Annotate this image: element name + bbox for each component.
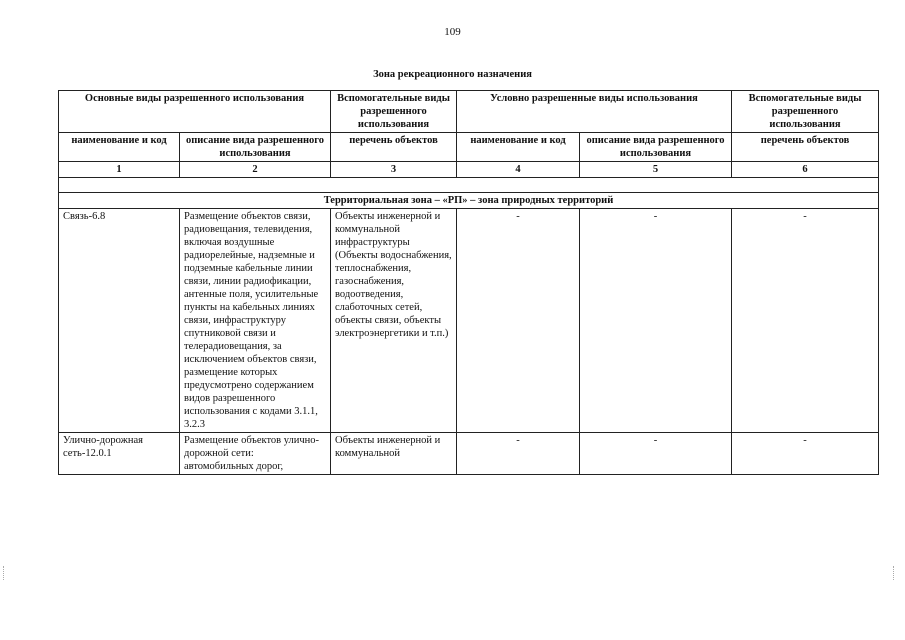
header-col-6: перечень объектов [732, 133, 879, 162]
scan-margin-mark [893, 566, 895, 580]
column-number: 4 [457, 162, 580, 178]
conditional-object-list: - [732, 433, 879, 475]
header-col-4: наименование и код [457, 133, 580, 162]
header-col-2: описание вида разрешенного использования [180, 133, 331, 162]
column-number: 3 [331, 162, 457, 178]
conditional-object-list: - [732, 209, 879, 433]
conditional-code: - [457, 433, 580, 475]
table-header-subrow [59, 133, 879, 162]
header-col-5: описание вида разрешенного использования [580, 133, 732, 162]
header-col-3: перечень объектов [331, 133, 457, 162]
scan-margin-mark [3, 566, 5, 580]
object-list: Объекты инженерной и коммунальной [331, 433, 457, 475]
column-number: 1 [59, 162, 180, 178]
conditional-description: - [580, 433, 732, 475]
header-aux-uses: Вспомогательные виды разрешенного использования [331, 91, 457, 133]
zone-regulations-table [58, 90, 879, 475]
table-header-group-row [59, 91, 879, 133]
header-conditional-aux-uses: Вспомогательные виды разрешенного использования [732, 91, 879, 133]
header-col-1: наименование и код [59, 133, 180, 162]
column-number: 6 [732, 162, 879, 178]
document-title: Зона рекреационного назначения [373, 69, 532, 80]
header-conditional-uses: Условно разрешенные виды использования [457, 91, 732, 133]
conditional-description: - [580, 209, 732, 433]
object-list: Объекты инженерной и коммунальной инфраструктуры (Объекты водоснабжения, теплоснабжения, газоснабжения, водоотведения, слаботочных сетей, объекты связи, объекты электроэнергетики и т.п.) [331, 209, 457, 433]
table-row [59, 209, 879, 433]
use-code: Связь-6.8 [59, 209, 180, 433]
zone-heading-row [59, 193, 879, 209]
column-number: 5 [580, 162, 732, 178]
zone-heading-spacer [59, 178, 879, 193]
use-description: Размещение объектов улично-дорожной сети: автомобильных дорог, [180, 433, 331, 475]
column-number: 2 [180, 162, 331, 178]
page-number: 109 [444, 26, 461, 38]
zone-heading: Территориальная зона – «РП» – зона природных территорий [59, 193, 879, 209]
use-code: Улично-дорожная сеть-12.0.1 [59, 433, 180, 475]
conditional-code: - [457, 209, 580, 433]
column-number-row [59, 162, 879, 178]
use-description: Размещение объектов связи, радиовещания, телевидения, включая воздушные радиорелейные, надземные и подземные кабельные линии связи, линии радиофикации, антенные поля, усилительные пункты на кабельных линиях связи, инфраструктуру спутниковой связи и телерадиовещания, за исключением объектов связи, размещение которых предусмотрено содержанием видов разрешенного использования с кодами 3.1.1, 3.2.3 [180, 209, 331, 433]
header-main-uses: Основные виды разрешенного использования [59, 91, 331, 133]
table-row [59, 433, 879, 475]
